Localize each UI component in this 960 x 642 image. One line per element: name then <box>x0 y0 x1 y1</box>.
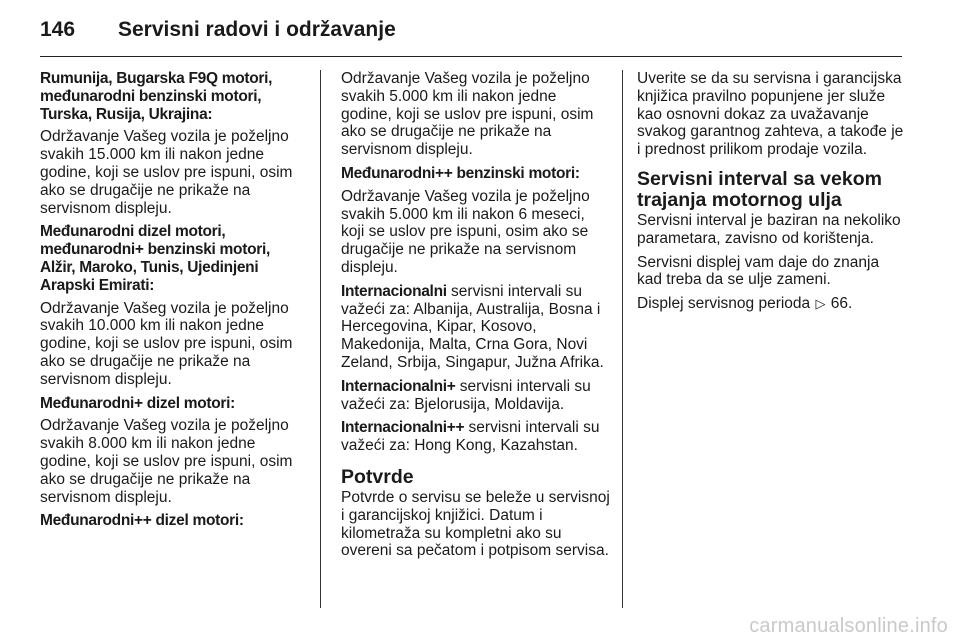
text-internacionalni-plusplus: servisni intervali su važeći za: Hong Kong, Kazahstan. <box>341 419 600 455</box>
paragraph-dizel-plus: Održavanje Vašeg vozila je poželjno svakih 8.000 km ili nakon jedne godine, koji se uslov pre ispuni, osim ako se drugačije ne prikaže na servisnom displeju. <box>40 417 293 506</box>
paragraph-benzinski-plusplus: Održavanje Vašeg vozila je poželjno svakih 5.000 km ili nakon 6 meseci, koji se uslov pre ispuni, osim ako se drugačije ne prikaže na servisnom displeju. <box>341 187 590 276</box>
paragraph-internacionalni-plusplus <box>341 419 611 455</box>
term-internacionalni-plusplus: Internacionalni++ <box>341 419 465 437</box>
page-header <box>40 12 902 57</box>
paragraph-potvrde: Potvrde o servisu se beleže u servisnoj i garancijskoj knjižici. Datum i kilometraža su kompletni ako su overeni sa pečatom i potpisom servisa. <box>341 488 610 560</box>
paragraph-uverite: Uverite se da su servisna i garancijska knjižica pravilno popunjene jer služe kao osnovni dokaz za uvažavanje svakog garantnog zahteva, a takođe je i prednost prilikom prodaje vozila. <box>637 70 904 159</box>
paragraph-servisni-interval: Servisni interval je baziran na nekoliko parametara, zavisno od korištenja. <box>637 211 901 247</box>
paragraph-displej-perioda <box>637 295 907 313</box>
paragraph-dizel-plusplus: Održavanje Vašeg vozila je poželjno svakih 5.000 km ili nakon jedne godine, koji se uslov pre ispuni, osim ako se drugačije ne prikaže na servisnom displeju. <box>341 70 594 159</box>
section-title: Servisni radovi i održavanje <box>118 18 396 41</box>
watermark: carmanualsonline.info <box>749 615 948 637</box>
subheading-dizel-plusplus: Međunarodni++ dizel motori: <box>40 512 244 530</box>
subheading-benzinski-plusplus: Međunarodni++ benzinski motori: <box>341 164 580 182</box>
page-reference-link[interactable]: 66. <box>830 295 853 313</box>
subheading-rumunija: Rumunija, Bugarska F9Q motori, međunarodni benzinski motori, Turska, Rusija, Ukrajina: <box>40 70 273 123</box>
text-internacionalni: servisni intervali su važeći za: Albanija, Australija, Bosna i Hercegovina, Kipar, Kosovo, Makedonija, Malta, Crna Gora, Novi Zeland, Srbija, Singapur, Južna Afrika. <box>341 282 604 371</box>
column-right <box>637 70 907 319</box>
paragraph-dizel: Održavanje Vašeg vozila je poželjno svakih 10.000 km ili nakon jedne godine, koji se uslov pre ispuni, osim ako se drugačije ne prikaže na servisnom displeju. <box>40 299 293 388</box>
paragraph-servisni-displej: Servisni displej vam daje do znanja kad treba da se ulje zameni. <box>637 253 880 289</box>
term-internacionalni: Internacionalni <box>341 282 447 300</box>
subheading-dizel: Međunarodni dizel motori, međunarodni+ benzinski motori, Alžir, Maroko, Tunis, Ujedinjeni Arapski Emirati: <box>40 223 270 294</box>
page-number: 146 <box>40 18 76 41</box>
heading-potvrde: Potvrde <box>341 465 414 488</box>
page-reference-arrow-icon: ▷ <box>815 296 826 312</box>
paragraph-internacionalni-plus <box>341 378 611 414</box>
text-displej-perioda: Displej servisnog perioda <box>637 295 815 313</box>
heading-servisni-interval: Servisni interval sa vekom trajanja motornog ulja <box>637 167 882 211</box>
term-internacionalni-plus: Internacionalni+ <box>341 377 456 395</box>
column-left <box>40 70 308 535</box>
text-internacionalni-plus: servisni intervali su važeći za: Bjelorusija, Moldavija. <box>341 377 591 413</box>
column-middle <box>341 70 611 566</box>
column-divider-2 <box>622 70 623 608</box>
paragraph-rumunija: Održavanje Vašeg vozila je poželjno svakih 15.000 km ili nakon jedne godine, koji se uslov pre ispuni, osim ako se drugačije ne prikaže na servisnom displeju. <box>40 128 293 217</box>
paragraph-internacionalni <box>341 283 611 372</box>
subheading-dizel-plus: Međunarodni+ dizel motori: <box>40 394 235 412</box>
column-divider-1 <box>320 70 321 608</box>
